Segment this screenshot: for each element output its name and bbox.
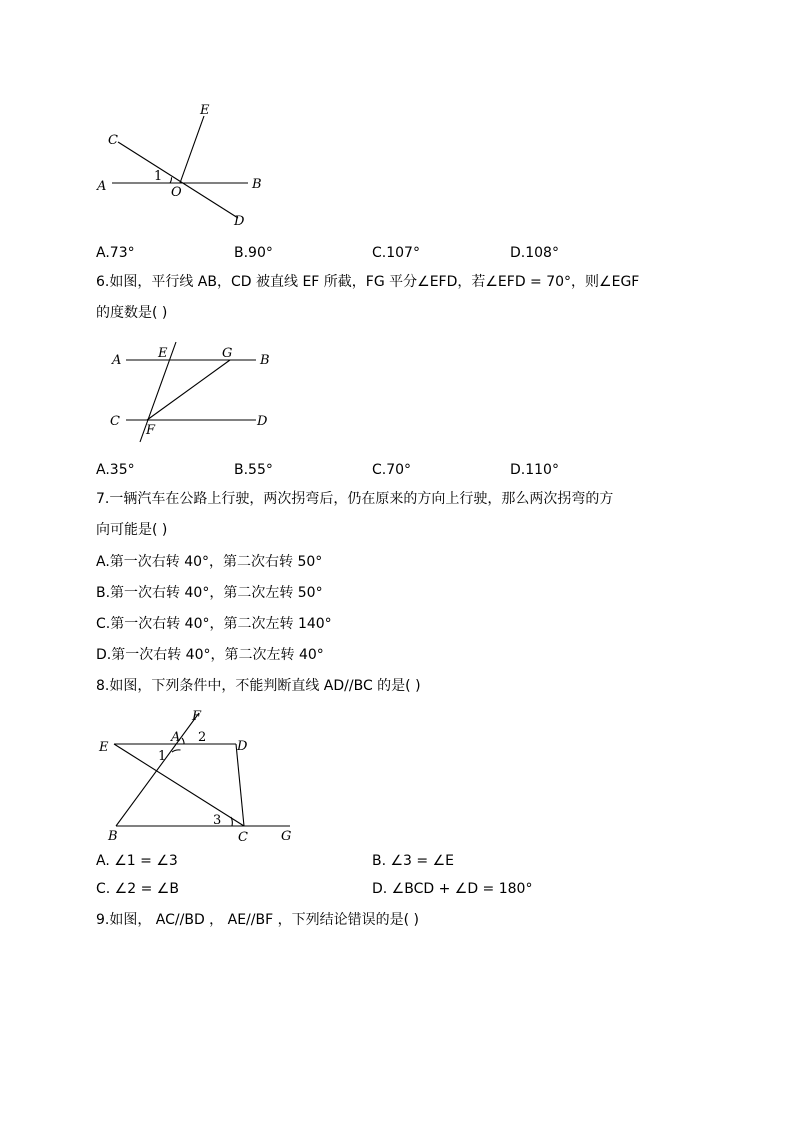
q5-angle-1-arc xyxy=(170,177,172,183)
q8-label-b: B xyxy=(108,829,118,844)
q6-figure xyxy=(104,336,284,446)
q8-angle-1-arc xyxy=(172,750,181,752)
q6-label-d: D xyxy=(257,414,268,429)
q6-label-c: C xyxy=(110,414,120,429)
q7-option-d[interactable]: D.第一次右转 40°，第二次左转 40° xyxy=(96,647,324,663)
q6-label-f: F xyxy=(146,423,156,438)
q8-option-a[interactable]: A. ∠1 = ∠3 xyxy=(96,853,178,869)
q7-question-line-2: 向可能是( ) xyxy=(96,522,168,538)
q8-angle-3-arc xyxy=(231,817,232,826)
q6-option-b[interactable]: B.55° xyxy=(234,462,273,478)
q6-label-e: E xyxy=(158,346,168,361)
q8-label-c: C xyxy=(238,830,248,845)
q7-question-line-1: 7.一辆汽车在公路上行驶，两次拐弯后，仍在原来的方向上行驶，那么两次拐弯的方 xyxy=(96,491,614,507)
q6-option-d[interactable]: D.110° xyxy=(510,462,559,478)
q6-option-c[interactable]: C.70° xyxy=(372,462,412,478)
q8-line-bf xyxy=(116,713,199,826)
q8-option-c[interactable]: C. ∠2 = ∠B xyxy=(96,881,179,897)
q5-ray-oe xyxy=(180,116,204,183)
q6-segment-fg xyxy=(147,360,230,420)
q8-label-a: A xyxy=(171,730,181,745)
q5-option-d[interactable]: D.108° xyxy=(510,245,559,261)
q6-label-g: G xyxy=(222,346,233,361)
q8-question-text: 8.如图，下列条件中，不能判断直线 AD//BC 的是( ) xyxy=(96,678,421,694)
q8-angle-2-arc xyxy=(182,738,184,744)
q8-segment-dc xyxy=(236,744,244,826)
q7-option-c[interactable]: C.第一次右转 40°，第二次左转 140° xyxy=(96,616,332,632)
q8-label-e: E xyxy=(99,740,109,755)
q7-option-b[interactable]: B.第一次右转 40°，第二次左转 50° xyxy=(96,585,323,601)
q8-label-f: F xyxy=(192,709,202,724)
q6-label-a: A xyxy=(112,353,122,368)
q5-option-c[interactable]: C.107° xyxy=(372,245,420,261)
q6-question-line-1: 6.如图，平行线 AB，CD 被直线 EF 所截，FG 平分∠EFD，若∠EFD = 70°，则∠EGF xyxy=(96,274,640,290)
q8-label-g: G xyxy=(281,829,292,844)
q8-segment-ec xyxy=(114,744,244,826)
q5-line-cd xyxy=(118,142,238,218)
q5-label-b: B xyxy=(252,177,262,192)
q5-label-d: D xyxy=(234,214,245,229)
q8-label-angle-3: 3 xyxy=(213,813,222,828)
q5-figure xyxy=(90,98,280,238)
q5-label-c: C xyxy=(108,133,118,148)
q5-option-b[interactable]: B.90° xyxy=(234,245,273,261)
q5-label-o: O xyxy=(171,185,182,200)
q8-label-angle-2: 2 xyxy=(198,730,207,745)
q8-label-angle-1: 1 xyxy=(158,749,167,764)
q6-question-line-2: 的度数是( ) xyxy=(96,305,168,321)
q8-option-d[interactable]: D. ∠BCD + ∠D = 180° xyxy=(372,881,533,897)
q7-option-a[interactable]: A.第一次右转 40°，第二次右转 50° xyxy=(96,554,323,570)
q8-figure xyxy=(94,705,304,845)
q6-label-b: B xyxy=(260,353,270,368)
q9-question-text: 9.如图， AC//BD ， AE//BF ，下列结论错误的是( ) xyxy=(96,912,419,928)
q5-label-angle-1: 1 xyxy=(154,169,163,184)
q6-option-a[interactable]: A.35° xyxy=(96,462,135,478)
q5-option-a[interactable]: A.73° xyxy=(96,245,135,261)
q8-label-d: D xyxy=(237,739,248,754)
q8-option-b[interactable]: B. ∠3 = ∠E xyxy=(372,853,454,869)
q5-label-a: A xyxy=(97,179,107,194)
q5-label-e: E xyxy=(200,103,210,118)
